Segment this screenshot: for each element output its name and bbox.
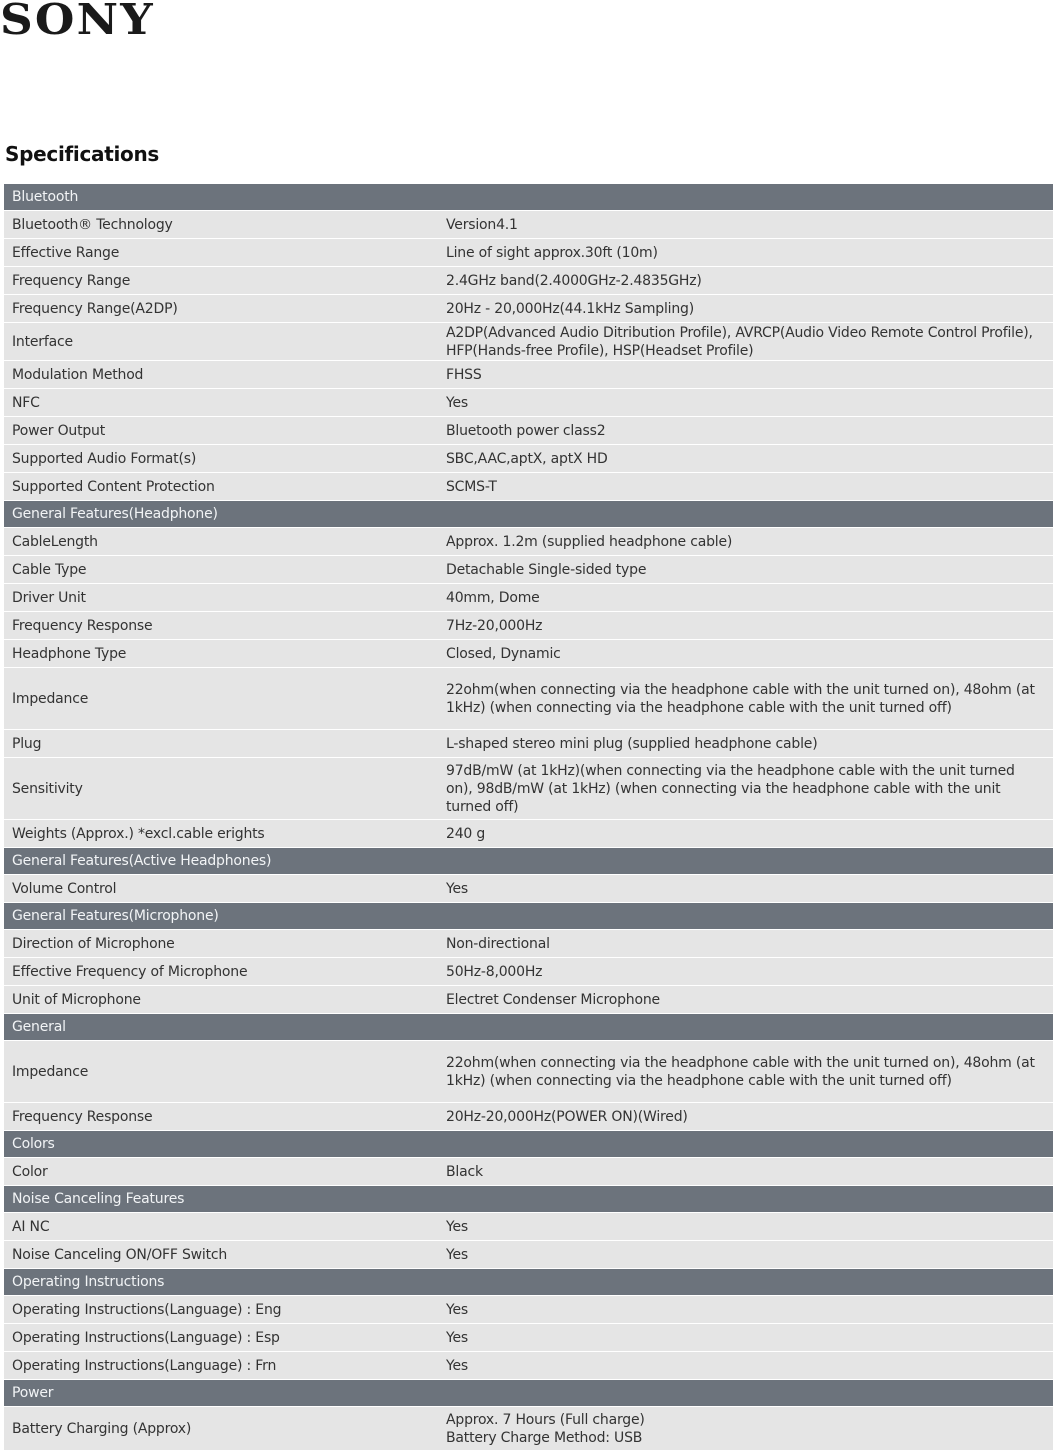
spec-value: A2DP(Advanced Audio Ditribution Profile), AVRCP(Audio Video Remote Control Profile), HFP(Hands-free Profile), HSP(Headset Profile) (438, 323, 1053, 361)
spec-label: Frequency Response (4, 612, 438, 640)
spec-value: 97dB/mW (at 1kHz)(when connecting via the headphone cable with the unit turned on), 98dB/mW (at 1kHz) (when connecting via the headphone cable with the unit turned off) (438, 758, 1053, 820)
spec-row (4, 417, 1053, 445)
spec-row (4, 295, 1053, 323)
spec-row (4, 1158, 1053, 1186)
spec-row (4, 612, 1053, 640)
spec-label: Frequency Response (4, 1103, 438, 1131)
spec-row (4, 640, 1053, 668)
spec-row (4, 323, 1053, 361)
section-header (4, 1380, 1053, 1407)
section-heading: Noise Canceling Features (4, 1186, 1053, 1213)
specifications-table (4, 184, 1053, 1451)
spec-label: CableLength (4, 528, 438, 556)
spec-value: Non-directional (438, 930, 1053, 958)
spec-value: Approx. 7 Hours (Full charge) Battery Charge Method: USB (438, 1407, 1053, 1451)
section-heading: General Features(Headphone) (4, 501, 1053, 528)
spec-row (4, 267, 1053, 295)
spec-label: Frequency Range(A2DP) (4, 295, 438, 323)
spec-label: Impedance (4, 1041, 438, 1103)
spec-label: Frequency Range (4, 267, 438, 295)
spec-label: Supported Audio Format(s) (4, 445, 438, 473)
spec-label: Direction of Microphone (4, 930, 438, 958)
spec-value: Yes (438, 389, 1053, 417)
page-title: Specifications (5, 142, 160, 166)
section-heading: General (4, 1014, 1053, 1041)
spec-label: AI NC (4, 1213, 438, 1241)
spec-value: 20Hz-20,000Hz(POWER ON)(Wired) (438, 1103, 1053, 1131)
spec-row (4, 556, 1053, 584)
spec-value: Bluetooth power class2 (438, 417, 1053, 445)
spec-label: Battery Charging (Approx) (4, 1407, 438, 1451)
spec-value: 7Hz-20,000Hz (438, 612, 1053, 640)
spec-row (4, 584, 1053, 612)
spec-value: Approx. 1.2m (supplied headphone cable) (438, 528, 1053, 556)
spec-value: Line of sight approx.30ft (10m) (438, 239, 1053, 267)
section-header (4, 501, 1053, 528)
spec-row (4, 1324, 1053, 1352)
spec-label: NFC (4, 389, 438, 417)
specifications-table-body (4, 184, 1053, 1451)
spec-label: Operating Instructions(Language) : Frn (4, 1352, 438, 1380)
spec-row (4, 1103, 1053, 1131)
spec-value: Yes (438, 1324, 1053, 1352)
spec-label: Volume Control (4, 875, 438, 903)
spec-value: FHSS (438, 361, 1053, 389)
spec-row (4, 820, 1053, 848)
spec-value: Yes (438, 1352, 1053, 1380)
spec-value: Black (438, 1158, 1053, 1186)
spec-row (4, 668, 1053, 730)
spec-value: 2.4GHz band(2.4000GHz-2.4835GHz) (438, 267, 1053, 295)
spec-label: Unit of Microphone (4, 986, 438, 1014)
spec-row (4, 758, 1053, 820)
section-heading: Operating Instructions (4, 1269, 1053, 1296)
section-header (4, 1131, 1053, 1158)
spec-row (4, 445, 1053, 473)
spec-row (4, 958, 1053, 986)
spec-label: Modulation Method (4, 361, 438, 389)
section-heading: General Features(Microphone) (4, 903, 1053, 930)
spec-label: Driver Unit (4, 584, 438, 612)
spec-row (4, 473, 1053, 501)
spec-value: 50Hz-8,000Hz (438, 958, 1053, 986)
spec-label: Operating Instructions(Language) : Eng (4, 1296, 438, 1324)
spec-label: Operating Instructions(Language) : Esp (4, 1324, 438, 1352)
spec-row (4, 730, 1053, 758)
section-header (4, 903, 1053, 930)
spec-label: Weights (Approx.) *excl.cable erights (4, 820, 438, 848)
spec-label: Cable Type (4, 556, 438, 584)
spec-label: Noise Canceling ON/OFF Switch (4, 1241, 438, 1269)
spec-value: Closed, Dynamic (438, 640, 1053, 668)
spec-row (4, 389, 1053, 417)
spec-label: Bluetooth® Technology (4, 211, 438, 239)
spec-label: Interface (4, 323, 438, 361)
spec-row (4, 930, 1053, 958)
section-header (4, 848, 1053, 875)
spec-value: Yes (438, 1213, 1053, 1241)
section-header (4, 184, 1053, 211)
section-header (4, 1014, 1053, 1041)
spec-value: L-shaped stereo mini plug (supplied headphone cable) (438, 730, 1053, 758)
spec-row (4, 528, 1053, 556)
section-heading: Power (4, 1380, 1053, 1407)
spec-row (4, 239, 1053, 267)
spec-value: 22ohm(when connecting via the headphone cable with the unit turned on), 48ohm (at 1kHz) (when connecting via the headphone cable with the unit turned off) (438, 1041, 1053, 1103)
spec-row (4, 1296, 1053, 1324)
spec-value: 240 g (438, 820, 1053, 848)
spec-label: Sensitivity (4, 758, 438, 820)
spec-label: Power Output (4, 417, 438, 445)
spec-value: Version4.1 (438, 211, 1053, 239)
spec-value: Yes (438, 1241, 1053, 1269)
spec-value: Yes (438, 1296, 1053, 1324)
spec-value: SBC,AAC,aptX, aptX HD (438, 445, 1053, 473)
spec-label: Headphone Type (4, 640, 438, 668)
spec-label: Impedance (4, 668, 438, 730)
spec-value: SCMS-T (438, 473, 1053, 501)
spec-label: Plug (4, 730, 438, 758)
spec-value: Detachable Single-sided type (438, 556, 1053, 584)
section-header (4, 1269, 1053, 1296)
spec-row (4, 875, 1053, 903)
spec-row (4, 986, 1053, 1014)
section-heading: General Features(Active Headphones) (4, 848, 1053, 875)
sony-logo: SONY (0, 0, 155, 44)
spec-row (4, 1352, 1053, 1380)
section-heading: Colors (4, 1131, 1053, 1158)
spec-value: 22ohm(when connecting via the headphone cable with the unit turned on), 48ohm (at 1kHz) (when connecting via the headphone cable with the unit turned off) (438, 668, 1053, 730)
spec-value: 40mm, Dome (438, 584, 1053, 612)
section-heading: Bluetooth (4, 184, 1053, 211)
spec-row (4, 211, 1053, 239)
spec-row (4, 361, 1053, 389)
spec-row (4, 1407, 1053, 1451)
spec-row (4, 1213, 1053, 1241)
spec-label: Supported Content Protection (4, 473, 438, 501)
spec-value: 20Hz - 20,000Hz(44.1kHz Sampling) (438, 295, 1053, 323)
section-header (4, 1186, 1053, 1213)
spec-value: Electret Condenser Microphone (438, 986, 1053, 1014)
spec-value: Yes (438, 875, 1053, 903)
spec-row (4, 1241, 1053, 1269)
spec-label: Effective Frequency of Microphone (4, 958, 438, 986)
spec-row (4, 1041, 1053, 1103)
spec-label: Color (4, 1158, 438, 1186)
spec-label: Effective Range (4, 239, 438, 267)
